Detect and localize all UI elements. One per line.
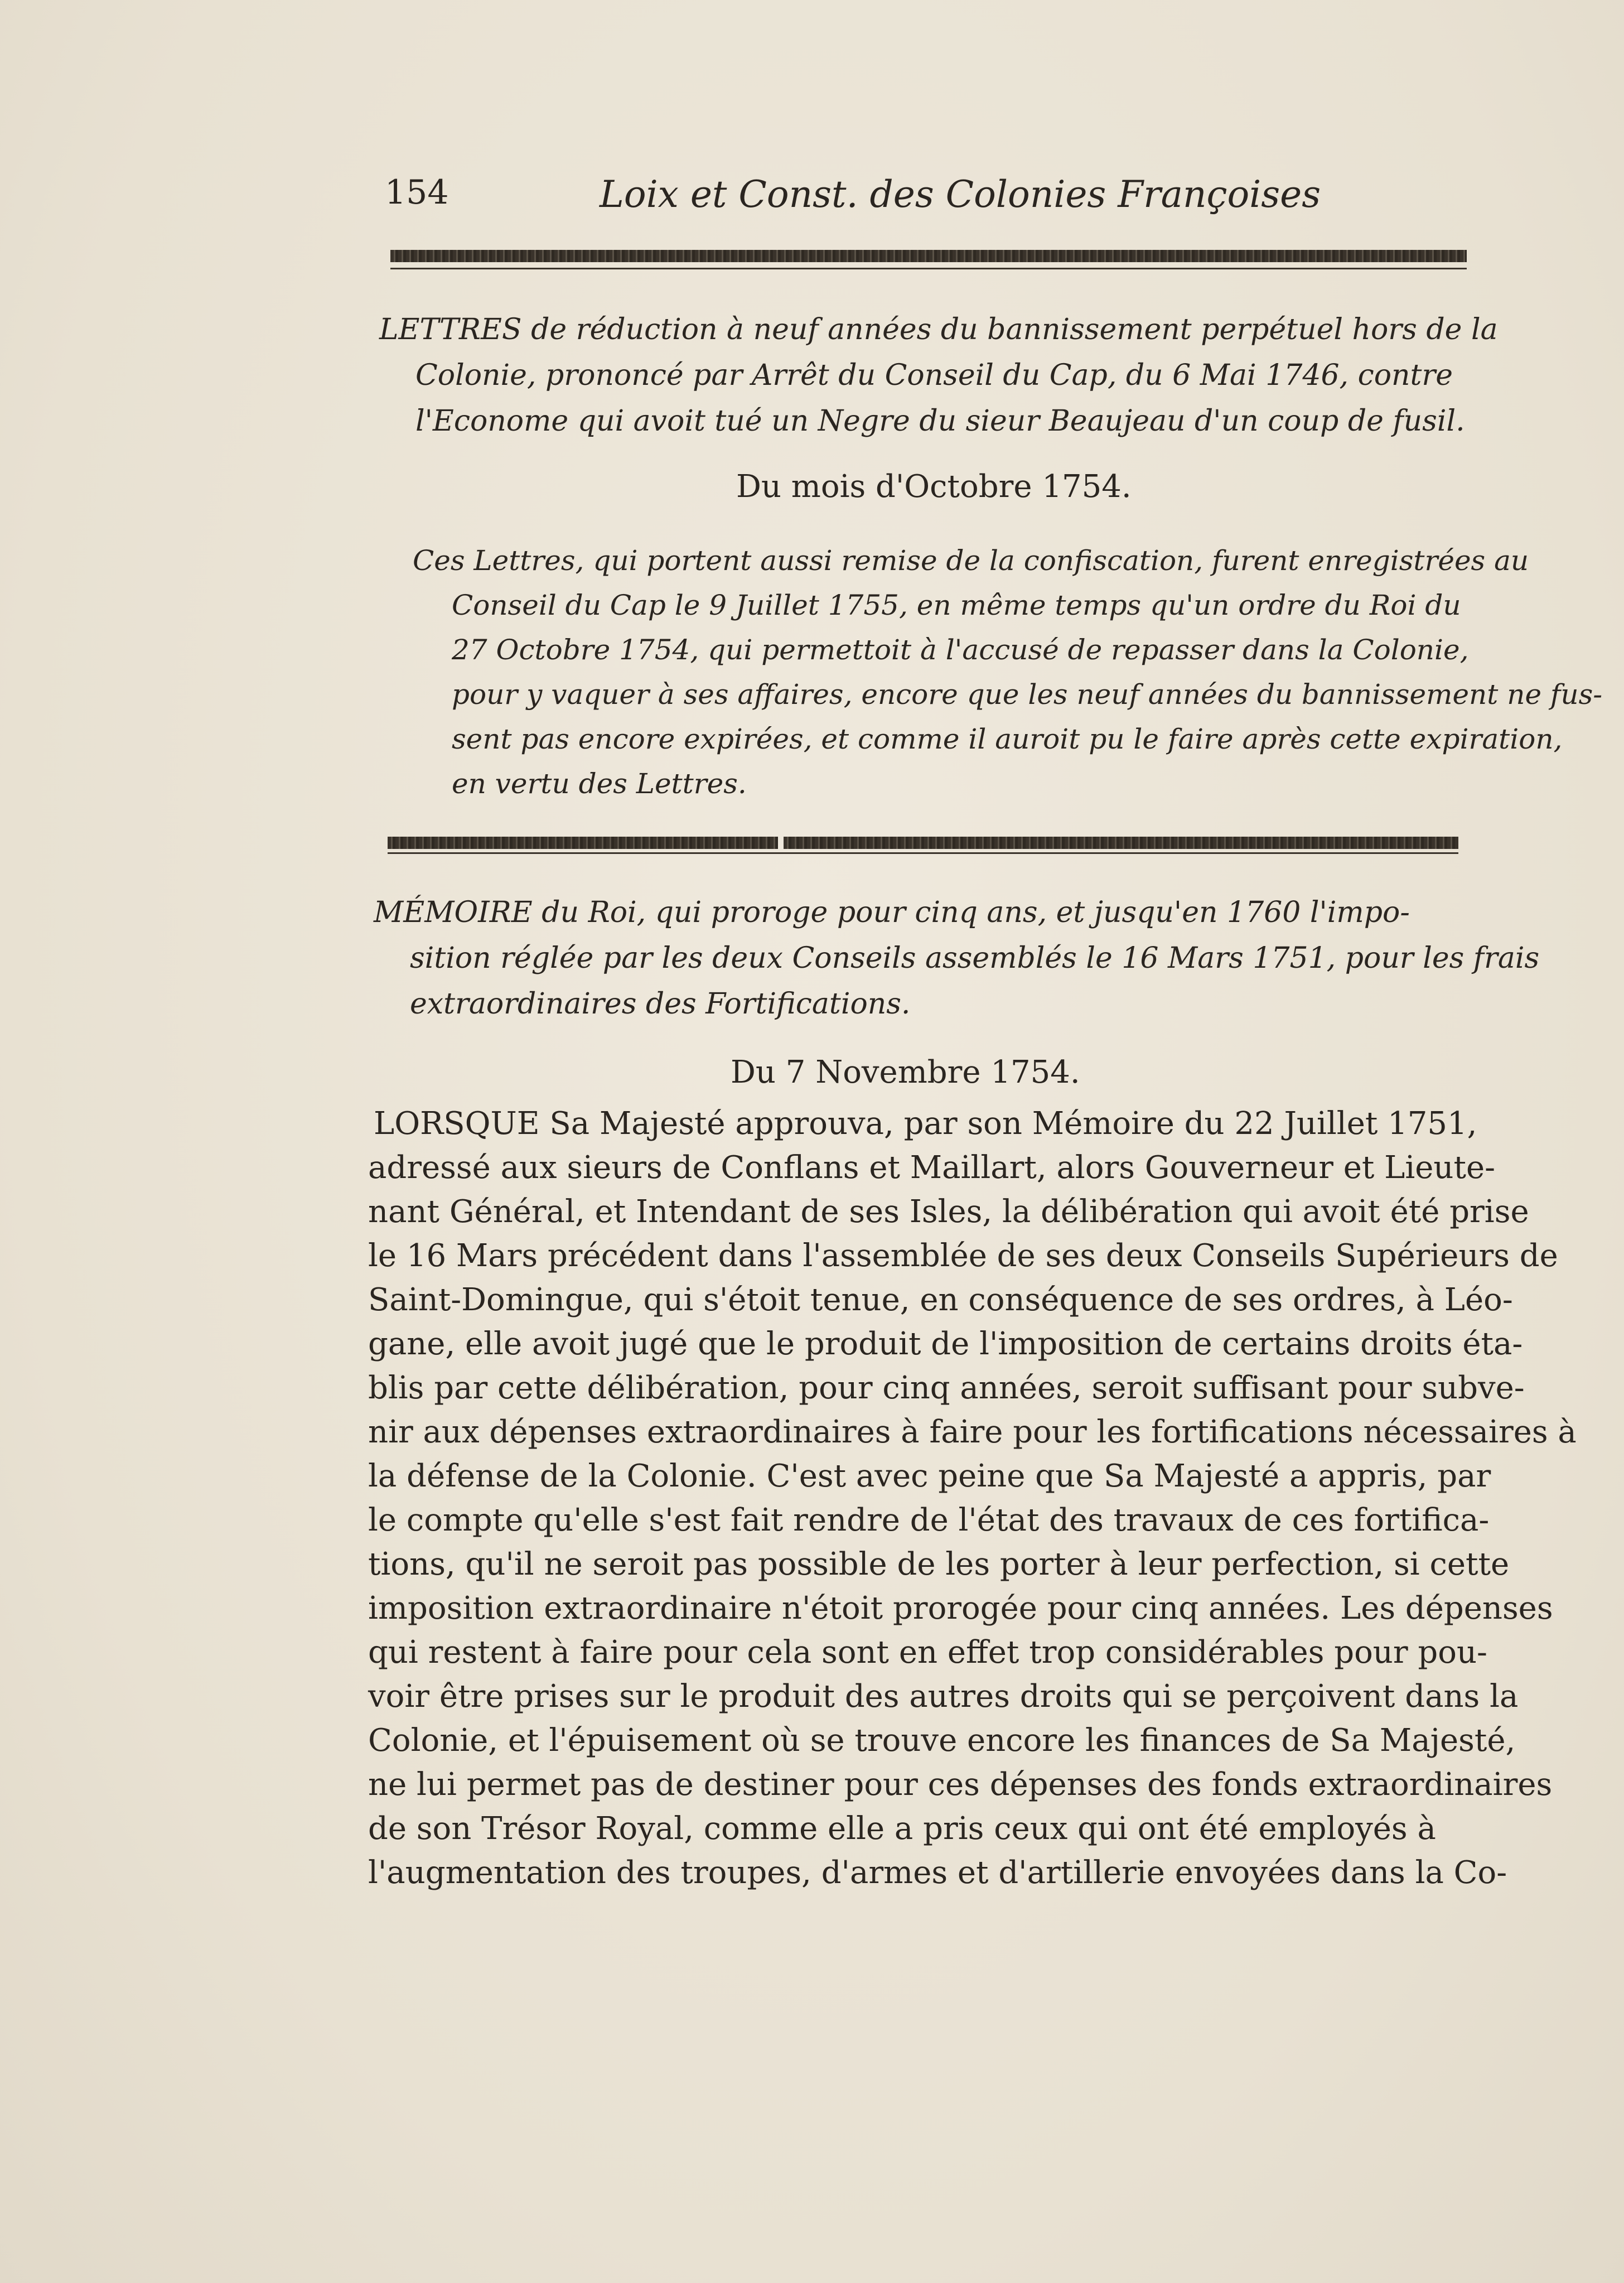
body-line: adressé aux sieurs de Conflans et Maillart, alors Gouverneur et Lieute- <box>368 1150 1496 1186</box>
body-line: voir être prises sur le produit des autres droits qui se perçoivent dans la <box>368 1678 1519 1715</box>
body-line: LORSQUE Sa Majesté approuva, par son Mémoire du 22 Juillet 1751, <box>374 1106 1477 1142</box>
body-line: qui restent à faire pour cela sont en effet trop considérables pour pou- <box>368 1634 1487 1671</box>
body-line: de son Trésor Royal, comme elle a pris ceux qui ont été employés à <box>368 1811 1436 1847</box>
ornamental-rule-top <box>390 250 1467 262</box>
title-line: sition réglée par les deux Conseils assemblés le 16 Mars 1751, pour les frais <box>410 942 1540 975</box>
body-line: imposition extraordinaire n'étoit prorogée pour cinq années. Les dépenses <box>368 1590 1553 1626</box>
body-line: Colonie, et l'épuisement où se trouve encore les finances de Sa Majesté, <box>368 1722 1516 1759</box>
body-line: l'augmentation des troupes, d'armes et d'artillerie envoyées dans la Co- <box>368 1855 1507 1891</box>
note-line: pour y vaquer à ses affaires, encore que les neuf années du bannissement ne fus- <box>452 678 1603 711</box>
page-number: 154 <box>385 173 449 212</box>
body-line: ne lui permet pas de destiner pour ces dépenses des fonds extraordinaires <box>368 1766 1553 1803</box>
page-header <box>385 167 1321 229</box>
note-line: 27 Octobre 1754, qui permettoit à l'accusé de repasser dans la Colonie, <box>452 634 1469 666</box>
note-line: en vertu des Lettres. <box>452 768 747 800</box>
body-line: Saint-Domingue, qui s'étoit tenue, en conséquence de ses ordres, à Léo- <box>368 1282 1513 1318</box>
title-line: LETTRES de réduction à neuf années du bannissement perpétuel hors de la <box>379 313 1498 346</box>
body-line: blis par cette délibération, pour cinq années, seroit suffisant pour subve- <box>368 1370 1525 1406</box>
body-line: gane, elle avoit jugé que le produit de l'imposition de certains droits éta- <box>368 1326 1523 1362</box>
body-line: nir aux dépenses extraordinaires à faire pour les fortifications nécessaires à <box>368 1414 1577 1450</box>
body-line: le 16 Mars précédent dans l'assemblée de ses deux Conseils Supérieurs de <box>368 1238 1558 1274</box>
title-line: Colonie, prononcé par Arrêt du Conseil du Cap, du 6 Mai 1746, contre <box>415 359 1453 392</box>
rule-line-top <box>390 268 1467 269</box>
note-line: sent pas encore expirées, et comme il auroit pu le faire après cette expiration, <box>452 723 1563 755</box>
section2-date: Du 7 Novembre 1754. <box>731 1054 1080 1090</box>
running-title: Loix et Const. des Colonies Françoises <box>600 173 1321 216</box>
body-line: le compte qu'elle s'est fait rendre de l'état des travaux de ces fortifica- <box>368 1502 1490 1538</box>
ornamental-rule-middle-left <box>388 837 778 849</box>
note-line: Ces Lettres, qui portent aussi remise de la confiscation, furent enregistrées au <box>413 544 1529 577</box>
body-line: tions, qu'il ne seroit pas possible de les porter à leur perfection, si cette <box>368 1546 1510 1582</box>
rule-line-middle <box>388 852 1458 854</box>
note-line: Conseil du Cap le 9 Juillet 1755, en même temps qu'un ordre du Roi du <box>452 589 1461 621</box>
title-line: l'Econome qui avoit tué un Negre du sieur Beaujeau d'un coup de fusil. <box>415 404 1465 438</box>
body-line: nant Général, et Intendant de ses Isles, la délibération qui avoit été prise <box>368 1194 1529 1230</box>
title-line: MÉMOIRE du Roi, qui proroge pour cinq ans, et jusqu'en 1760 l'impo- <box>374 896 1410 929</box>
ornamental-rule-middle-right <box>784 837 1458 849</box>
section1-date: Du mois d'Octobre 1754. <box>736 469 1132 505</box>
body-line: la défense de la Colonie. C'est avec peine que Sa Majesté a appris, par <box>368 1458 1491 1494</box>
title-line: extraordinaires des Fortifications. <box>410 987 911 1021</box>
